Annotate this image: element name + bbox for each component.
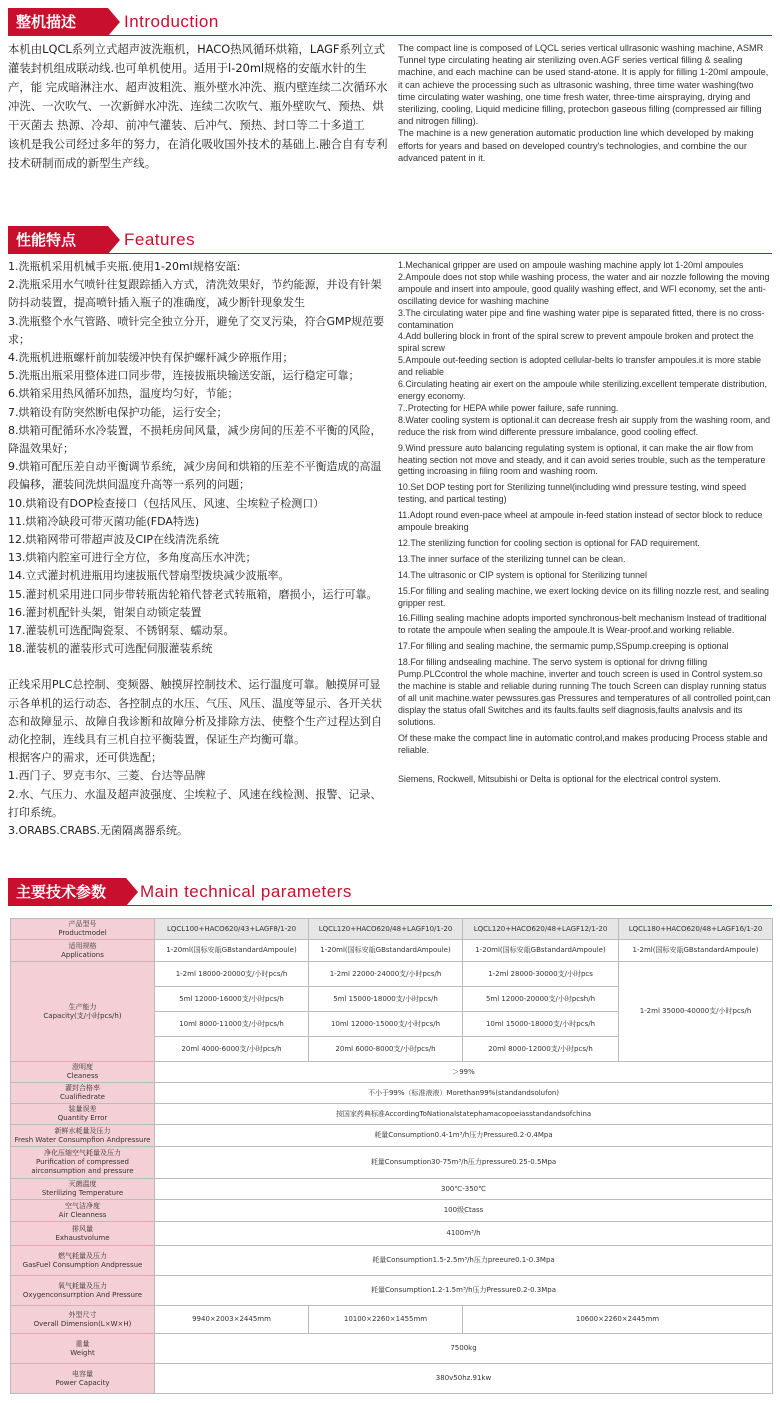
feature-en-item: 7..Protecting for HEPA while power failure, safe running.	[398, 402, 619, 413]
model-cell: LQCL120+HACO620/48+LAGF12/1-20	[463, 919, 619, 940]
row-label: 外型尺寸 Overall Dimension(L×W×H)	[11, 1306, 155, 1334]
row-label: 氧气耗量及压力 Oxygenconsurrption And Pressure	[11, 1276, 155, 1306]
table-cell: 9940×2003×2445mm	[155, 1306, 309, 1334]
row-label: 空气洁净度 Air Cleanness	[11, 1200, 155, 1222]
model-cell: LQCL120+HACO620/48+LAGF10/1-20	[309, 919, 463, 940]
table-cell: 耗量Consumption1.5-2.5m³/h压力preeure0.1-0.3Mpa	[155, 1246, 773, 1276]
table-cell: 1-2ml 35000-40000支/小时pcs/h	[619, 962, 773, 1062]
intro-divider	[108, 35, 772, 36]
model-cell: LQCL180+HACO620/48+LAGF16/1-20	[619, 919, 773, 940]
feature-item: 8.烘箱可配循环水冷装置，不损耗房间风量，减少房间的压差不平衡的风险，降温效果好；	[8, 423, 382, 456]
feature-item: 2.洗瓶采用水气喷针往复跟踪插入方式，清洗效果好，节约能源，并设有针架防抖动装置，提高喷针插入瓶子的准确度，减少断针现象发生	[8, 278, 382, 310]
table-cell: 10100×2260×1455mm	[309, 1306, 463, 1334]
feature-item: 1.洗瓶机采用机械手夹瓶.使用1-20ml规格安瓿:	[8, 260, 241, 273]
feature-item: 16.灌封机配针头架，钳架自动锁定装置	[8, 605, 202, 619]
feature-en-item: 6.Circulating heating air exert on the ampoule while sterilizing.excellent temperate distribution, energy economy.	[398, 379, 768, 401]
intro-cn-paragraph: 该机是我公司经过多年的努力，在消化吸收国外技术的基础上.融合自有专利技术研制而成的新型生产线。	[8, 137, 388, 170]
table-cell: 380v50hz.91kw	[155, 1364, 773, 1394]
feature-item: 14.立式灌封机进瓶用均速拔瓶代替扇型拨块减少波瓶率。	[8, 569, 290, 583]
intro-cn-paragraph: 本机由LQCL系列立式超声波洗瓶机，HACO热风循环烘箱，LAGF系列立式灌装封机组成联动线.也可单机使用。适用于l-20ml规格的安瓿水针的生产，能 完成暗淋注水、超声波粗洗、瓶外壁水冲洗、瓶内壁连续二次循环水冲洗、一次吹气、一次新鲜水冲洗、连续二次吹气、瓶外壁吹气、预热、烘干灭菌去 热源、冷却、前冲气灌装、后冲气、预热、封口等二十多道工	[8, 42, 388, 132]
table-cell: 10ml 8000-11000支/小时pcs/h	[155, 1012, 309, 1037]
table-cell: 10ml 15000-18000支/小时pcs/h	[463, 1012, 619, 1037]
table-cell: 1-2ml 22000-24000支/小时pcs/h	[309, 962, 463, 987]
table-cell: 不小于99%（标准液液）Morethan99%(standandsolufon)	[155, 1083, 773, 1104]
table-cell: 20ml 6000-8000支/小时pcs/h	[309, 1037, 463, 1062]
feature-en-item: 8.Water cooling system is optional.it can decrease fresh air supply from the washing room, and reduce the risk from wind differente pressure imbalance, good cooling effecf.	[398, 414, 771, 437]
feature-item: 15.灌封机采用进口同步带转瓶齿轮箱代替老式转瓶箱，磨损小，运行可靠。	[8, 587, 378, 601]
feature-item: 10.烘箱设有DOP检查接口（包括风压、风速、尘埃粒子检测口）	[8, 496, 325, 510]
row-label: 电容量 Power Capacity	[11, 1364, 155, 1394]
table-row	[11, 1306, 773, 1334]
features-tag: 性能特点	[8, 226, 108, 254]
feature-en-item: 10.Set DOP testing port for Sterilizing tunnel(including wind pressure testing, wind speed testing, and partical testing)	[398, 482, 747, 505]
feature-item: 17.灌装机可选配陶瓷泵、不锈钢泵、蠕动泵。	[8, 624, 235, 638]
row-label: 排风量 Exhaustvolume	[11, 1222, 155, 1246]
feature-en-item: Siemens, Rockwell, Mitsubishi or Delta is optional for the electrical control system.	[398, 774, 721, 785]
row-label: 澄明度 Cleaness	[11, 1062, 155, 1083]
table-row	[11, 1147, 773, 1179]
feature-en-item: 13.The inner surface of the sterilizing tunnel can be clean.	[398, 553, 626, 564]
features-cn	[8, 258, 388, 840]
feature-en-item: 15.For filling and sealing machine, we exert locking device on its filling nozzle rest, and sealing gripper rest.	[398, 585, 769, 608]
feature-en-item: 18.For filling andsealing machine. The servo system is optional for drivng filling Pump.PLCcontrol the whole machine, inverter and touch screen is used in Control system.so the machine is stable and reliable during running The touch Screen can display running status of all unit machine.water pewssures.gas Pressures and temperatures of all controlled point,can display the status ofall Switches and its faults.faults self diagnosis,faults analvsis and its solutions.	[398, 657, 771, 727]
feature-en-item: 3.The circulating water pipe and fine washing water pipe is separated fitted, there is no cross-contamination	[398, 307, 765, 330]
table-cell: 5ml 12000-20000支/小时pcsh/h	[463, 987, 619, 1012]
table-row	[11, 1334, 773, 1364]
intro-header	[8, 8, 772, 36]
table-row	[11, 1246, 773, 1276]
feature-item: 3.洗瓶整个水气管路、喷针完全独立分开，避免了交叉污染，符合GMP规范要求；	[8, 314, 385, 346]
intro-cn	[8, 40, 388, 173]
table-cell: 300℃-350℃	[155, 1179, 773, 1200]
table-cell: 1-2ml 18000-20000支/小时pcs/h	[155, 962, 309, 987]
features-header	[8, 226, 772, 254]
feature-en-item: 1.Mechanical gripper are used on ampoule washing machine apply lot 1-20ml ampoules	[398, 260, 744, 270]
table-cell: 10ml 12000-15000支/小时pcs/h	[309, 1012, 463, 1037]
model-cell: LQCL100+HACO620/43+LAGF8/1-20	[155, 919, 309, 940]
option-item: 2.水、气压力、水温及超声波强度、尘埃粒子、风速在线检测、报警、记录、打印系统。	[8, 787, 382, 819]
table-row	[11, 962, 773, 987]
intro-en-paragraph: The machine is a new generation automatic production line which developed by making efforts for years and based on developed country's technologies, and combine the our advanced patent in it.	[398, 128, 754, 163]
table-row	[11, 919, 773, 940]
table-cell: 1-20ml(国标安瓿GBstandardAmpoule)	[309, 940, 463, 962]
params-title: Main technical parameters	[140, 882, 352, 901]
table-row	[11, 940, 773, 962]
feature-en-item: 16.Filling sealing machine adopts imported synchronous-belt mechanism Instead of traditional to rotate the ampoule when sealing the ampoule.It is Wear-proof.and working reliable.	[398, 613, 767, 636]
feature-en-item: 11.Adopt round even-pace wheel at ampoule in-feed station instead of sector block to reduce ampoule breaking	[398, 510, 763, 533]
feature-item: 12.烘箱网带可带超声波及CIP在线清洗系统	[8, 533, 220, 547]
feature-en-item: 17.For filling and sealing machine, the sermamic pump,SSpump.creeping is optional	[398, 641, 729, 652]
row-label: 适用规格 Applications	[11, 940, 155, 962]
feature-en-item: 4.Add bullering block in front of the spiral screw to prevent ampoule broken and protect the spiral screw	[398, 331, 754, 354]
table-cell: 100级Ctass	[155, 1200, 773, 1222]
feature-en-item: 14.The ultrasonic or CIP system is optional for Sterilizing tunnel	[398, 569, 647, 580]
features-title: Features	[124, 230, 196, 249]
table-row	[11, 1062, 773, 1083]
feature-en-item: Of these make the compact line in automatic control,and makes producing Process stable and reliable.	[398, 732, 768, 755]
row-label: 装量误差 Quantity Error	[11, 1104, 155, 1125]
table-cell: 1-2ml(国标安瓿GBstandardAmpoule)	[619, 940, 773, 962]
features-divider	[108, 253, 772, 254]
options-title: 根据客户的需求，还可供选配；	[8, 751, 162, 765]
params-tag: 主要技术参数	[8, 878, 126, 906]
option-item: 3.ORABS.CRABS.无菌隔离器系统。	[8, 824, 188, 838]
feature-item: 13.烘箱内腔室可进行全方位，多角度高压水冲洗；	[8, 551, 257, 565]
table-cell: 耗量Consumption1.2-1.5m³/h压力Pressure0.2-0.3Mpa	[155, 1276, 773, 1306]
table-row	[11, 1125, 773, 1147]
table-cell: 耗量Consumption30-75m³/h压力pressure0.25-0.5Mpa	[155, 1147, 773, 1179]
feature-item: 18.灌装机的灌装形式可选配伺服灌装系统	[8, 642, 213, 656]
row-label: 灭菌温度 Sterilizing Temperature	[11, 1179, 155, 1200]
table-cell: 5ml 15000-18000支/小时pcs/h	[309, 987, 463, 1012]
table-cell: 20ml 8000-12000支/小时pcs/h	[463, 1037, 619, 1062]
intro-tag: 整机描述	[8, 8, 108, 36]
feature-item: 11.烘箱冷缺段可带灭菌功能(FDA特选)	[8, 514, 200, 528]
feature-en-item: 2.Ampoule does not stop while washing process, the water and air nozzle following the moving ampoule and insert into ampoule, good qualily washing effect, and WFI economy, set the anti-oscillating device for washing machine	[398, 271, 770, 306]
table-cell: 1-20ml(国标安瓿GBstandardAmpoule)	[155, 940, 309, 962]
params-header	[8, 878, 772, 906]
table-cell: 按国家药典标准AccordingToNationalstatephamacopoeiasstandandsofchina	[155, 1104, 773, 1125]
table-cell: 5ml 12000-16000支/小时pcs/h	[155, 987, 309, 1012]
option-item: 1.西门子、罗克韦尔、三菱、台达等品牌	[8, 769, 206, 783]
feature-en-item: 5.Ampoule out-feeding section is adopted cellular-belts lo transfer ampoules.it is more stable and reliable	[398, 355, 762, 378]
intro-en-paragraph: The compact line is composed of LQCL series vertical ullrasonic washing machine, ASMR Tunnel type circulating heating air sterilizing oven.AGF series vertical filling & sealing machine, and each machine can be used stand-atone. It is apply for filling 1-20ml ampoule, it can achieve the processing such as ultrasonic washing, three time water washing(two time circulating water washing, one time fresh water, three-time airspraying, drying and sterilizing, cooling, Liquid medicine filling, protecbon gaseous filling (compressed air filling and nitrogen filling).	[398, 43, 769, 127]
table-row	[11, 1200, 773, 1222]
table-row	[11, 1179, 773, 1200]
feature-item: 9.烘箱可配压差自动平衡调节系统，减少房间和烘箱的压差不平衡造成的高温段偏移，灌装间洗烘间温度升高等一系列的问题；	[8, 460, 382, 492]
table-cell: 耗量Consumption0.4-1m³/h压力Pressure0.2-0.4Mpa	[155, 1125, 773, 1147]
feature-item: 4.洗瓶机进瓶螺杆前加装缓冲快有保护螺杆减少碎瓶作用；	[8, 351, 294, 365]
table-row	[11, 1083, 773, 1104]
row-label: 生产能力 Capacity(支/小时pcs/h)	[11, 962, 155, 1062]
table-row	[11, 1364, 773, 1394]
features-en	[398, 260, 772, 786]
intro-title: Introduction	[124, 12, 219, 31]
feature-en-item: 12.The sterilizing function for cooling section is optional for FAD requirement.	[398, 537, 700, 548]
table-row	[11, 1104, 773, 1125]
parameters-table	[10, 918, 773, 1394]
feature-item: 5.洗瓶出瓶采用整体进口同步带，连接拔瓶块输送安瓿，运行稳定可靠；	[8, 369, 360, 383]
table-cell: ＞99%	[155, 1062, 773, 1083]
table-cell: 4100m³/h	[155, 1222, 773, 1246]
table-row	[11, 1276, 773, 1306]
row-label: 重量 Weight	[11, 1334, 155, 1364]
feature-en-item: 9.Wind pressure auto balancing regulating system is optional, it can make the air flow from heating section not move and steady, and it can avoid series trouble, such as the temperature getting incroasing in filing room and washing room.	[398, 442, 766, 477]
control-paragraph: 正线采用PLC总控制、变频器、触摸屏控制技术、运行温度可靠。触摸屏可显示各单机的运行动态、各控制点的水压、气压、风压、温度等显示、各开关状态和故障显示、故障自我诊断和故障分析及排除方法、使整个生产过程达到自动化控制，连线具有三机自拉平衡装置，保证生产均衡可靠。	[8, 678, 382, 747]
row-label: 新鲜水耗量及压力 Fresh Water Consumpfion Andpressure	[11, 1125, 155, 1147]
intro-en	[398, 42, 772, 164]
feature-item: 6.烘箱采用热风循环加热，温度均匀好，节能；	[8, 387, 239, 401]
table-row	[11, 1222, 773, 1246]
table-cell: 1-2ml 28000-30000支/小时pcs	[463, 962, 619, 987]
row-label: 燃气耗量及压力 GasFuel Consumption Andpressue	[11, 1246, 155, 1276]
params-divider	[126, 905, 772, 906]
table-cell: 10600×2260×2445mm	[463, 1306, 773, 1334]
table-cell: 20ml 4000-6000支/小时pcs/h	[155, 1037, 309, 1062]
table-cell: 1-20ml(国标安瓿GBstandardAmpoule)	[463, 940, 619, 962]
row-label: 灌封合格率 Cualifiedrate	[11, 1083, 155, 1104]
table-cell: 7500kg	[155, 1334, 773, 1364]
row-label: 净化压缩空气耗量及压力 Purification of compressed airconsumption and pressure	[11, 1147, 155, 1179]
feature-item: 7.烘箱设有防突然断电保护功能，运行安全；	[8, 405, 228, 419]
row-label: 产品型号 Productmodel	[11, 919, 155, 940]
